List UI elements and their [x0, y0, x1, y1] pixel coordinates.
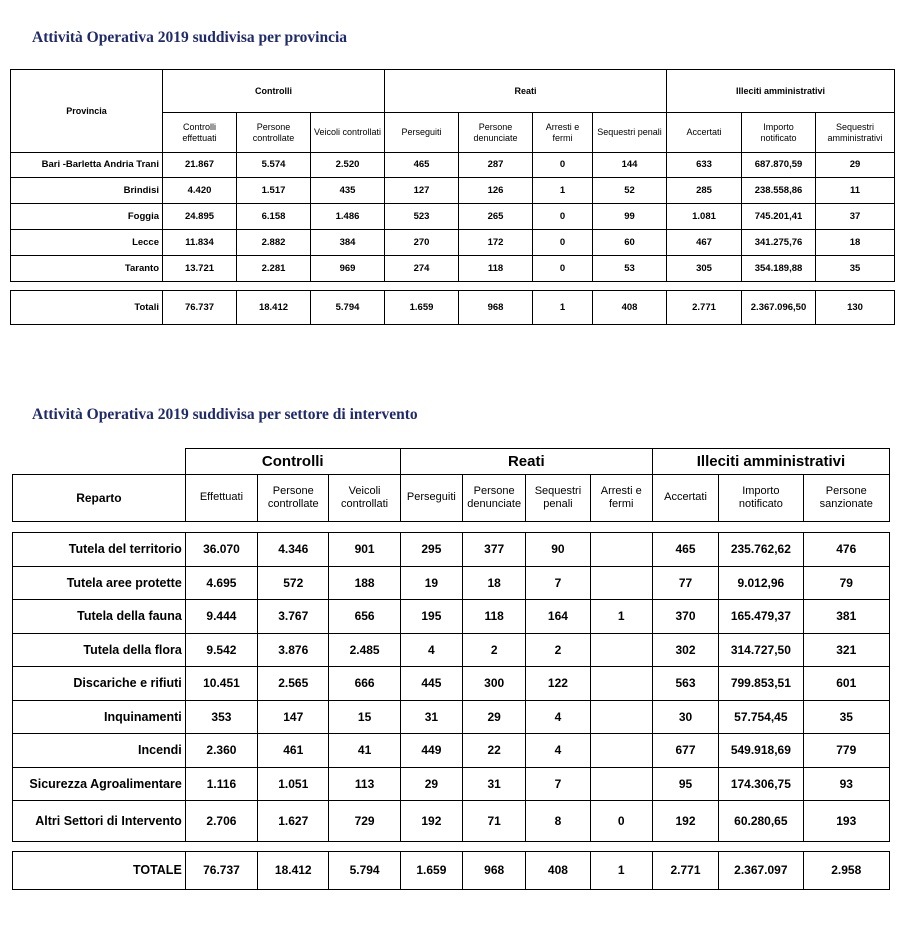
cell: 0	[533, 153, 593, 178]
cell: 4.420	[163, 178, 237, 204]
cell: 549.918,69	[719, 734, 803, 768]
cell: 779	[803, 734, 889, 768]
column-header: Sequestri penali	[593, 113, 667, 153]
illeciti-group-header: Illeciti amministrativi	[667, 70, 895, 113]
column-header: Importo notificato	[742, 113, 816, 153]
cell: 118	[463, 600, 526, 634]
row-label: Discariche e rifiuti	[13, 667, 186, 701]
table1-title: Attività Operativa 2019 suddivisa per provincia	[32, 29, 348, 46]
cell: 126	[459, 178, 533, 204]
cell: 572	[258, 567, 329, 600]
cell: 601	[803, 667, 889, 701]
table-row	[13, 600, 890, 634]
cell: 968	[463, 852, 526, 890]
cell: 195	[400, 600, 462, 634]
cell: 384	[311, 230, 385, 256]
cell: 274	[385, 256, 459, 282]
table-row	[13, 801, 890, 842]
column-header: Persone controllate	[258, 475, 329, 522]
cell: 2.958	[803, 852, 889, 890]
column-header: Controlli effettuati	[163, 113, 237, 153]
cell: 7	[526, 768, 590, 801]
cell	[590, 533, 652, 567]
cell: 2.565	[258, 667, 329, 701]
table-row	[11, 230, 895, 256]
cell: 2.882	[237, 230, 311, 256]
cell: 300	[463, 667, 526, 701]
cell: 53	[593, 256, 667, 282]
cell: 321	[803, 634, 889, 667]
row-label: Tutela aree protette	[13, 567, 186, 600]
table-row	[11, 256, 895, 282]
cell: 563	[652, 667, 718, 701]
cell: 305	[667, 256, 742, 282]
cell: 24.895	[163, 204, 237, 230]
cell: 193	[803, 801, 889, 842]
cell: 147	[258, 701, 329, 734]
row-label: Brindisi	[11, 178, 163, 204]
cell: 666	[329, 667, 400, 701]
column-header: Persone denunciate	[459, 113, 533, 153]
row-label: Tutela della flora	[13, 634, 186, 667]
total-row	[13, 852, 890, 890]
cell	[590, 701, 652, 734]
cell: 29	[400, 768, 462, 801]
table-row	[13, 768, 890, 801]
illeciti-group-header: Illeciti amministrativi	[652, 449, 889, 475]
cell: 29	[463, 701, 526, 734]
cell: 1.051	[258, 768, 329, 801]
cell: 164	[526, 600, 590, 634]
cell: 99	[593, 204, 667, 230]
cell: 6.158	[237, 204, 311, 230]
cell: 9.012,96	[719, 567, 803, 600]
cell: 71	[463, 801, 526, 842]
cell: 2.367.096,50	[742, 291, 816, 325]
table-row	[11, 153, 895, 178]
cell	[590, 734, 652, 768]
cell: 729	[329, 801, 400, 842]
cell: 465	[652, 533, 718, 567]
cell: 3.876	[258, 634, 329, 667]
cell: 57.754,45	[719, 701, 803, 734]
cell: 144	[593, 153, 667, 178]
cell	[590, 667, 652, 701]
row-label: Incendi	[13, 734, 186, 768]
cell: 2.360	[185, 734, 257, 768]
row-label: Sicurezza Agroalimentare	[13, 768, 186, 801]
cell: 1	[533, 291, 593, 325]
cell: 36.070	[185, 533, 257, 567]
cell: 1	[590, 600, 652, 634]
cell: 30	[652, 701, 718, 734]
cell: 3.767	[258, 600, 329, 634]
cell: 4	[400, 634, 462, 667]
cell: 2	[526, 634, 590, 667]
cell: 11.834	[163, 230, 237, 256]
province-table	[10, 69, 895, 325]
cell: 476	[803, 533, 889, 567]
cell: 60.280,65	[719, 801, 803, 842]
cell: 2.771	[652, 852, 718, 890]
cell: 1.486	[311, 204, 385, 230]
table-row	[11, 204, 895, 230]
cell: 122	[526, 667, 590, 701]
cell: 265	[459, 204, 533, 230]
cell: 2.706	[185, 801, 257, 842]
reati-group-header: Reati	[385, 70, 667, 113]
cell: 968	[459, 291, 533, 325]
row-label: Inquinamenti	[13, 701, 186, 734]
cell: 523	[385, 204, 459, 230]
column-header: Arresti e fermi	[590, 475, 652, 522]
cell: 13.721	[163, 256, 237, 282]
cell: 52	[593, 178, 667, 204]
table2-title: Attività Operativa 2019 suddivisa per settore di intervento	[32, 406, 418, 423]
cell: 4	[526, 734, 590, 768]
column-header: Sequestri amministrativi	[816, 113, 895, 153]
cell: 687.870,59	[742, 153, 816, 178]
cell: 270	[385, 230, 459, 256]
cell: 0	[533, 230, 593, 256]
cell: 174.306,75	[719, 768, 803, 801]
cell: 0	[533, 204, 593, 230]
cell: 15	[329, 701, 400, 734]
cell: 1.659	[385, 291, 459, 325]
cell: 95	[652, 768, 718, 801]
cell: 31	[400, 701, 462, 734]
sector-table	[12, 448, 890, 890]
cell: 9.542	[185, 634, 257, 667]
total-row	[11, 291, 895, 325]
cell: 1	[590, 852, 652, 890]
cell: 449	[400, 734, 462, 768]
cell: 238.558,86	[742, 178, 816, 204]
provincia-header: Provincia	[11, 70, 163, 153]
table-row	[13, 634, 890, 667]
row-label: Altri Settori di Intervento	[13, 801, 186, 842]
cell: 633	[667, 153, 742, 178]
cell: 5.794	[329, 852, 400, 890]
table-row	[13, 667, 890, 701]
cell: 2.771	[667, 291, 742, 325]
cell: 4.695	[185, 567, 257, 600]
cell: 18	[463, 567, 526, 600]
cell: 8	[526, 801, 590, 842]
cell: 381	[803, 600, 889, 634]
cell: 2.281	[237, 256, 311, 282]
cell: 127	[385, 178, 459, 204]
cell: 353	[185, 701, 257, 734]
cell: 77	[652, 567, 718, 600]
column-header: Veicoli controllati	[329, 475, 400, 522]
cell: 18.412	[258, 852, 329, 890]
table-row	[13, 567, 890, 600]
table-row	[11, 178, 895, 204]
column-header: Importo notificato	[719, 475, 803, 522]
cell: 9.444	[185, 600, 257, 634]
cell: 370	[652, 600, 718, 634]
cell: 76.737	[163, 291, 237, 325]
cell: 1.627	[258, 801, 329, 842]
cell: 35	[816, 256, 895, 282]
reparto-header: Reparto	[13, 475, 186, 522]
row-label: Bari -Barletta Andria Trani	[11, 153, 163, 178]
table-row	[13, 734, 890, 768]
cell: 1.116	[185, 768, 257, 801]
cell: 130	[816, 291, 895, 325]
controlli-group-header: Controlli	[163, 70, 385, 113]
cell: 22	[463, 734, 526, 768]
column-header-row	[13, 475, 890, 522]
table-row	[13, 533, 890, 567]
cell: 18.412	[237, 291, 311, 325]
column-header: Perseguiti	[385, 113, 459, 153]
total-label: TOTALE	[13, 852, 186, 890]
cell: 461	[258, 734, 329, 768]
cell: 2.367.097	[719, 852, 803, 890]
cell: 341.275,76	[742, 230, 816, 256]
cell: 377	[463, 533, 526, 567]
table-row	[13, 701, 890, 734]
cell: 192	[652, 801, 718, 842]
column-header: Accertati	[667, 113, 742, 153]
cell: 5.794	[311, 291, 385, 325]
column-header: Effettuati	[185, 475, 257, 522]
cell: 799.853,51	[719, 667, 803, 701]
cell: 235.762,62	[719, 533, 803, 567]
cell: 165.479,37	[719, 600, 803, 634]
cell: 35	[803, 701, 889, 734]
cell: 354.189,88	[742, 256, 816, 282]
column-header: Persone controllate	[237, 113, 311, 153]
empty-corner	[13, 449, 186, 475]
cell: 901	[329, 533, 400, 567]
cell: 10.451	[185, 667, 257, 701]
cell: 2.520	[311, 153, 385, 178]
cell: 118	[459, 256, 533, 282]
cell: 1.659	[400, 852, 462, 890]
cell: 31	[463, 768, 526, 801]
column-header: Veicoli controllati	[311, 113, 385, 153]
total-label: Totali	[11, 291, 163, 325]
cell: 1.081	[667, 204, 742, 230]
cell	[590, 567, 652, 600]
cell: 285	[667, 178, 742, 204]
row-label: Lecce	[11, 230, 163, 256]
cell: 1.517	[237, 178, 311, 204]
cell: 79	[803, 567, 889, 600]
cell: 445	[400, 667, 462, 701]
row-label: Taranto	[11, 256, 163, 282]
row-label: Foggia	[11, 204, 163, 230]
row-label: Tutela del territorio	[13, 533, 186, 567]
cell: 21.867	[163, 153, 237, 178]
column-header: Sequestri penali	[526, 475, 590, 522]
cell: 93	[803, 768, 889, 801]
controlli-group-header: Controlli	[185, 449, 400, 475]
cell: 60	[593, 230, 667, 256]
cell: 7	[526, 567, 590, 600]
cell: 29	[816, 153, 895, 178]
cell: 113	[329, 768, 400, 801]
cell: 37	[816, 204, 895, 230]
column-header: Persone sanzionate	[803, 475, 889, 522]
cell: 192	[400, 801, 462, 842]
column-header: Persone denunciate	[463, 475, 526, 522]
column-header: Accertati	[652, 475, 718, 522]
cell: 41	[329, 734, 400, 768]
cell: 969	[311, 256, 385, 282]
cell: 0	[533, 256, 593, 282]
cell: 295	[400, 533, 462, 567]
cell: 465	[385, 153, 459, 178]
cell: 2	[463, 634, 526, 667]
cell	[590, 634, 652, 667]
cell: 2.485	[329, 634, 400, 667]
column-header: Arresti e fermi	[533, 113, 593, 153]
cell: 302	[652, 634, 718, 667]
cell: 745.201,41	[742, 204, 816, 230]
cell: 188	[329, 567, 400, 600]
cell: 408	[526, 852, 590, 890]
cell: 467	[667, 230, 742, 256]
cell: 656	[329, 600, 400, 634]
cell: 90	[526, 533, 590, 567]
reati-group-header: Reati	[400, 449, 652, 475]
cell: 18	[816, 230, 895, 256]
cell	[590, 768, 652, 801]
row-label: Tutela della fauna	[13, 600, 186, 634]
cell: 677	[652, 734, 718, 768]
cell: 408	[593, 291, 667, 325]
cell: 1	[533, 178, 593, 204]
cell: 4	[526, 701, 590, 734]
cell: 76.737	[185, 852, 257, 890]
column-header: Perseguiti	[400, 475, 462, 522]
cell: 435	[311, 178, 385, 204]
cell: 19	[400, 567, 462, 600]
cell: 314.727,50	[719, 634, 803, 667]
cell: 0	[590, 801, 652, 842]
cell: 5.574	[237, 153, 311, 178]
cell: 4.346	[258, 533, 329, 567]
cell: 11	[816, 178, 895, 204]
cell: 287	[459, 153, 533, 178]
cell: 172	[459, 230, 533, 256]
